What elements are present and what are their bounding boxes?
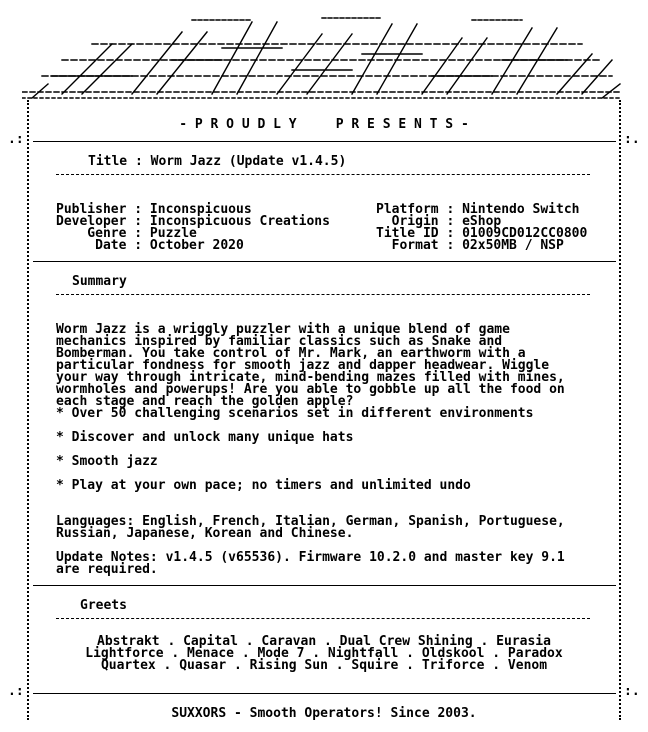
release-title: Title : Worm Jazz (Update v1.4.5): [88, 154, 347, 169]
release-info-left: [56, 192, 330, 252]
left-corner-dots-bottom: .:: [8, 684, 24, 699]
title-id-line: Title ID : 01009CD012CC0800: [376, 226, 588, 241]
feature-bullet: * Play at your own pace; no timers and unlimited undo: [56, 478, 471, 493]
greets-line: Quartex . Quasar . Rising Sun . Squire . Triforce . Venom: [100, 658, 548, 673]
greets-line: Abstrakt . Capital . Caravan . Dual Crew Shining . Eurasia: [97, 634, 551, 649]
date-line: Date : October 2020: [56, 238, 244, 253]
summary-line: Worm Jazz is a wriggly puzzler with a unique blend of game: [56, 322, 510, 337]
summary-heading: Summary: [72, 274, 127, 289]
right-corner-dots-bottom: :.: [624, 684, 640, 699]
feature-bullet: * Discover and unlock many unique hats: [56, 430, 354, 445]
genre-line: Genre : Puzzle: [56, 226, 197, 241]
footer-tagline: SUXXORS - Smooth Operators! Since 2003.: [171, 706, 477, 721]
release-info-right: [376, 192, 587, 252]
origin-line: Origin : eShop: [376, 214, 502, 229]
greets-heading: Greets: [80, 598, 127, 613]
summary-line: mechanics inspired by familiar classics such as Snake and: [56, 334, 503, 349]
publisher-line: Publisher : Inconspicuous: [56, 202, 252, 217]
update-notes-line: are required.: [56, 562, 158, 577]
format-line: Format : 02x50MB / NSP: [376, 238, 564, 253]
summary-line: particular fondness for smooth jazz and dapper headwear. Wiggle: [56, 358, 550, 373]
separator-1: [33, 141, 616, 142]
presents-banner: - P R O U D L Y P R E S E N T S -: [179, 117, 469, 132]
feature-bullet: * Over 50 challenging scenarios set in different environments: [56, 406, 534, 421]
title-underline: [56, 174, 590, 175]
summary-paragraph: [56, 312, 565, 408]
left-corner-dots-top: .:: [8, 132, 24, 147]
left-dotted-border: [27, 100, 29, 720]
summary-line: each stage and reach the golden apple?: [56, 394, 354, 409]
languages-text: [56, 504, 565, 540]
update-notes-text: [56, 540, 565, 576]
greets-underline: [56, 618, 590, 619]
developer-line: Developer : Inconspicuous Creations: [56, 214, 330, 229]
separator-3: [33, 585, 616, 586]
summary-line: wormholes and powerups! Are you able to gobble up all the food on: [56, 382, 565, 397]
separator-4: [33, 693, 616, 694]
right-dotted-border: [619, 100, 621, 720]
separator-2: [33, 261, 616, 262]
suxxors-ascii-logo: [22, 14, 626, 104]
platform-line: Platform : Nintendo Switch: [376, 202, 580, 217]
languages-line: Russian, Japanese, Korean and Chinese.: [56, 526, 354, 541]
summary-line: your way through intricate, mind-bending mazes filled with mines,: [56, 370, 565, 385]
right-corner-dots-top: :.: [624, 132, 640, 147]
summary-line: Bomberman. You take control of Mr. Mark, an earthworm with a: [56, 346, 526, 361]
update-notes-line: Update Notes: v1.4.5 (v65536). Firmware 10.2.0 and master key 9.1: [56, 550, 565, 565]
summary-underline: [56, 294, 590, 295]
greets-line: Lightforce . Menace . Mode 7 . Nightfall . Oldskool . Paradox: [85, 646, 563, 661]
feature-bullet: * Smooth jazz: [56, 454, 158, 469]
languages-line: Languages: English, French, Italian, German, Spanish, Portuguese,: [56, 514, 565, 529]
